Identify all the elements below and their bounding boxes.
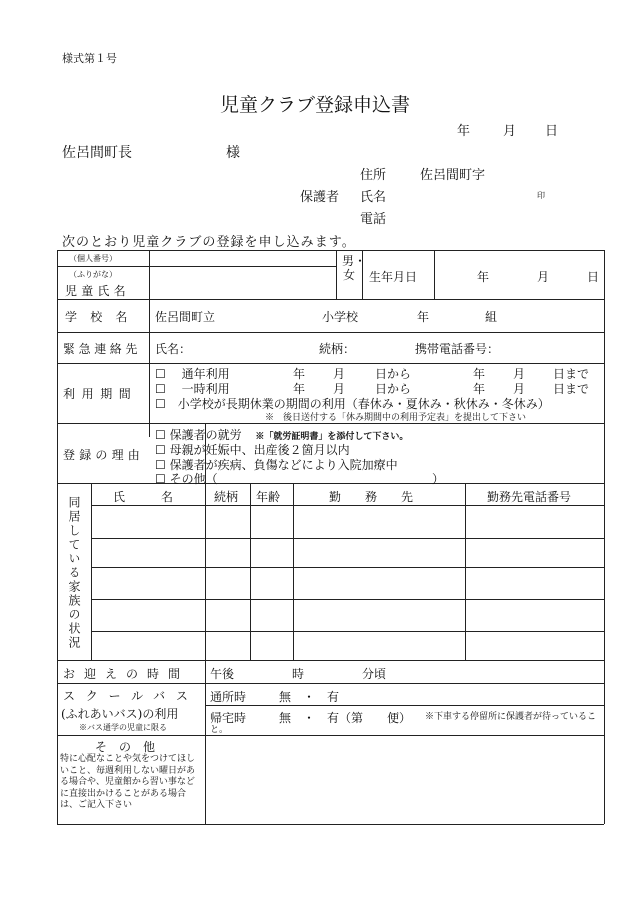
period-temp-month2: 月 (513, 382, 526, 396)
reason-work-note: ※「就労証明書」を添付して下さい。 (255, 432, 409, 442)
child-name-label: 児童氏名 (65, 284, 130, 298)
birth-year: 年 (477, 270, 490, 284)
family-header-workplace: 勤 務 先 (329, 490, 414, 504)
date-month: 月 (503, 124, 517, 139)
pickup-hour: 時 (292, 667, 305, 681)
bus-go-options: 無 ・ 有 (279, 690, 340, 704)
period-yearly-year: 年 (293, 367, 306, 381)
checkbox-temporary[interactable]: ☐ (155, 382, 166, 396)
seal-mark: 印 (537, 191, 545, 200)
address-label: 住所 (360, 168, 387, 183)
checkbox-yearly[interactable]: ☐ (155, 367, 166, 381)
reason-label: 登録の理由 (63, 448, 145, 462)
school-type: 小学校 (322, 310, 359, 324)
page-title: 児童クラブ登録申込書 (219, 94, 410, 116)
reason-other-close: ） (432, 472, 445, 486)
reason-pregnancy: ☐ 母親が妊娠中、出産後２箇月以内 (155, 443, 350, 457)
pickup-minute: 分頃 (362, 667, 387, 681)
period-yearly-from: 日から (375, 367, 412, 381)
honorific: 様 (226, 145, 240, 161)
bus-back-note: ※下車する停留所に保護者が待っていること。 (210, 712, 597, 735)
bus-go-label: 通所時 (210, 690, 247, 704)
pickup-label: お迎えの時間 (63, 667, 190, 681)
family-header-name: 氏 名 (113, 490, 174, 504)
date-day: 日 (545, 124, 559, 139)
school-grade: 年 (417, 310, 430, 324)
bus-label-2: (ふれあいバス)の利用 (61, 707, 179, 721)
birthdate-label: 生年月日 (369, 270, 418, 284)
family-header-relation: 続柄 (214, 490, 239, 504)
school-class: 組 (485, 310, 498, 324)
guardian-name-label: 氏名 (360, 190, 387, 205)
family-header-workplace-phone: 勤務先電話番号 (487, 490, 572, 504)
sex-label: 男・女 (342, 254, 367, 282)
registration-table (57, 250, 604, 824)
emergency-label: 緊急連絡先 (63, 342, 142, 356)
birth-day: 日 (587, 270, 600, 284)
period-temp-from: 日から (375, 382, 412, 396)
bus-note: ※バス通学の児童に限る (79, 723, 167, 732)
phone-label: 電話 (360, 212, 387, 227)
period-label: 利用期間 (63, 387, 138, 401)
period-row-temporary: ☐ 一時利用 (155, 382, 230, 396)
school-town: 佐呂間町立 (155, 310, 216, 324)
family-header-age: 年齢 (256, 490, 281, 504)
period-temp-month: 月 (333, 382, 346, 396)
form-number: 様式第１号 (62, 52, 117, 65)
bus-back-options: 無 ・ 有（第 便） (279, 711, 412, 725)
furigana-label: （ふりがな） (69, 270, 117, 279)
reason-work: ☐ 保護者の就労 ※「就労証明書」を添付して下さい。 (155, 428, 409, 442)
period-yearly-year2: 年 (473, 367, 486, 381)
period-temp-year2: 年 (473, 382, 486, 396)
period-note: ※ 後日送付する「休み期間中の利用予定表」を提出して下さい (265, 413, 527, 423)
period-yearly-month2: 月 (513, 367, 526, 381)
family-label: 同居している家族の状況 (67, 496, 81, 650)
period-long-vacation: ☐ 小学校が長期休業の期間の利用（春休み・夏休み・秋休み・冬休み） (155, 397, 550, 411)
period-temp-year: 年 (293, 382, 306, 396)
other-note: 特に心配なことや気をつけてほしいこと、毎週利用しない曜日がある場合や、児童館から習い事などに直接出かけることがある場合は、ご記入下さい (60, 754, 196, 810)
bus-label-1: スクールバス (63, 689, 199, 703)
intro-text: 次のとおり児童クラブの登録を申し込みます。 (62, 235, 356, 250)
period-temp-to: 日まで (553, 382, 590, 396)
bus-back-label: 帰宅時 (210, 711, 247, 725)
reason-illness: ☐ 保護者が疾病、負傷などにより入院加療中 (155, 458, 398, 472)
guardian-label: 保護者 (300, 190, 340, 205)
school-label: 学校名 (65, 310, 141, 324)
addressee: 佐呂間町長 (62, 145, 132, 161)
personal-number-label: （個人番号） (69, 254, 117, 263)
date-year: 年 (457, 124, 471, 139)
period-yearly-to: 日まで (553, 367, 590, 381)
emergency-name: 氏名： (155, 342, 192, 356)
period-row-yearly: ☐ 通年利用 (155, 367, 230, 381)
period-yearly-month: 月 (333, 367, 346, 381)
emergency-relation: 続柄： (319, 342, 356, 356)
other-label: そ の 他 (95, 740, 156, 754)
reason-other: ☐ その他（ (155, 472, 218, 486)
emergency-phone: 携帯電話番号： (415, 342, 500, 356)
birth-month: 月 (537, 270, 550, 284)
pickup-pm: 午後 (210, 667, 235, 681)
address-value: 佐呂間町字 (420, 168, 486, 183)
